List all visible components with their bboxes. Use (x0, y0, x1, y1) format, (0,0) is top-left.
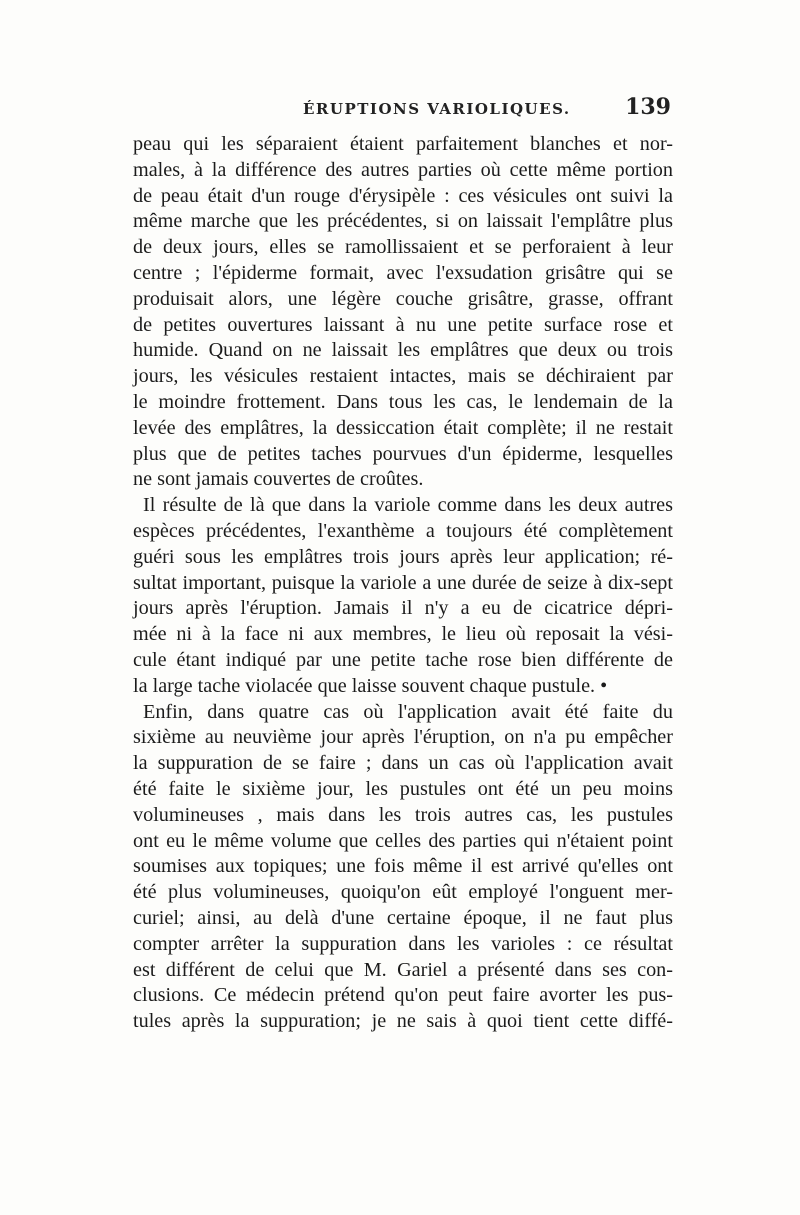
text-line: sixième au neuvième jour après l'éruption, on n'a pu empêcher (133, 726, 673, 749)
text-line: cule étant indiqué par une petite tache rose bien différente de (133, 648, 673, 671)
text-line: guéri sous les emplâtres trois jours après leur application; ré- (133, 545, 673, 568)
text-line: même marche que les précédentes, si on laissait l'emplâtre plus (133, 210, 673, 233)
text-line: jours après l'éruption. Jamais il n'y a eu de cicatrice dépri- (133, 597, 673, 620)
text-line: ne sont jamais couvertes de croûtes. (133, 468, 424, 491)
text-line: de petites ouvertures laissant à nu une petite surface rose et (133, 313, 673, 336)
body-text (133, 132, 673, 1035)
text-line: le moindre frottement. Dans tous les cas, le lendemain de la (133, 390, 673, 413)
text-line: sultat important, puisque la variole a une durée de seize à dix-sept (133, 571, 673, 594)
text-line: été faite le sixième jour, les pustules ont été un peu moins (133, 777, 673, 800)
text-line: la suppuration de se faire ; dans un cas où l'application avait (133, 752, 673, 775)
text-line: compter arrêter la suppuration dans les varioles : ce résultat (133, 932, 673, 955)
text-line: soumises aux topiques; une fois même il est arrivé qu'elles ont (133, 855, 673, 878)
text-line: de peau était d'un rouge d'érysipèle : ces vésicules ont suivi la (133, 184, 673, 207)
text-line: Il résulte de là que dans la variole comme dans les deux autres (143, 494, 673, 517)
text-line: ont eu le même volume que celles des parties qui n'étaient point (133, 829, 673, 852)
text-line: Enfin, dans quatre cas où l'application avait été faite du (143, 700, 673, 723)
text-line: curiel; ainsi, au delà d'une certaine époque, il ne faut plus (133, 906, 673, 929)
text-line: mée ni à la face ni aux membres, le lieu où reposait la vési- (133, 623, 673, 646)
text-line: été plus volumineuses, quoiqu'on eût employé l'onguent mer- (133, 881, 673, 904)
text-line: est différent de celui que M. Gariel a présenté dans ses con- (133, 958, 673, 981)
text-line: clusions. Ce médecin prétend qu'on peut faire avorter les pus- (133, 984, 673, 1007)
paragraph (133, 493, 673, 699)
text-line: levée des emplâtres, la dessiccation était complète; il ne restait (133, 416, 673, 439)
paragraph (133, 700, 673, 1035)
text-line: peau qui les séparaient étaient parfaitement blanches et nor- (133, 133, 673, 155)
text-line: plus que de petites taches pourvues d'un épiderme, lesquelles (133, 442, 673, 465)
text-line: tules après la suppuration; je ne sais à quoi tient cette diffé- (133, 1010, 673, 1033)
text-line: produisait alors, une légère couche grisâtre, grasse, offrant (133, 287, 673, 310)
text-line: humide. Quand on ne laissait les emplâtres que deux ou trois (133, 339, 673, 362)
page-number: 139 (625, 94, 671, 120)
text-line: males, à la différence des autres parties où cette même portion (133, 158, 673, 181)
text-line: jours, les vésicules restaient intactes, mais se déchiraient par (133, 365, 673, 388)
text-line: volumineuses , mais dans les trois autres cas, les pustules (133, 803, 673, 826)
paragraph (133, 132, 673, 493)
text-line: de deux jours, elles se ramollissaient et se perforaient à leur (133, 236, 673, 259)
text-line: espèces précédentes, l'exanthème a toujours été complètement (133, 519, 673, 542)
text-line: centre ; l'épiderme formait, avec l'exsudation grisâtre qui se (133, 261, 673, 284)
running-head (133, 96, 673, 126)
text-line: la large tache violacée que laisse souvent chaque pustule. • (133, 674, 608, 697)
running-title: ÉRUPTIONS VARIOLIQUES. (303, 100, 571, 118)
